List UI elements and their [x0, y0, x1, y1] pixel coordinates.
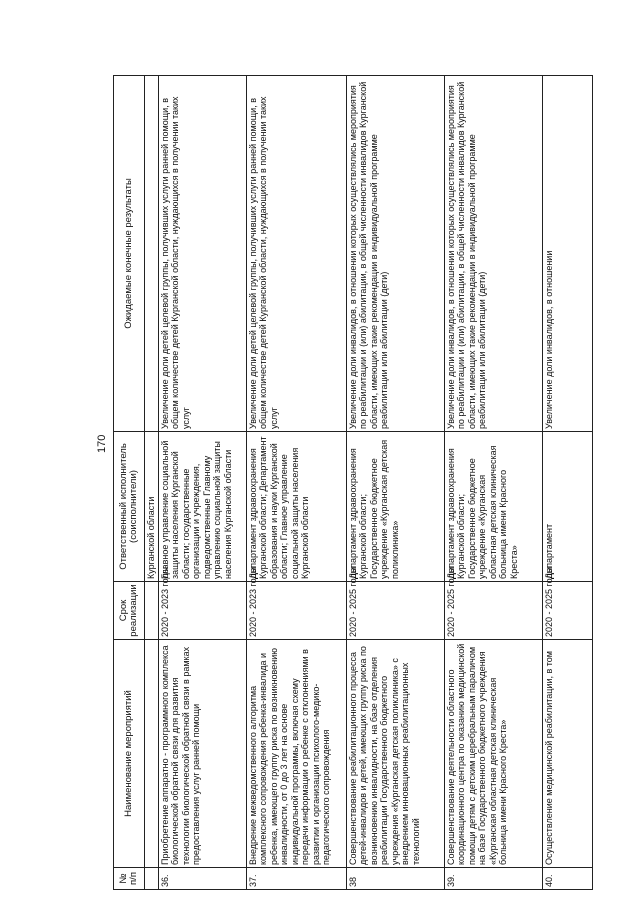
document-sheet [113, 75, 593, 890]
row-activity: Внедрение межведомственного алгоритма комплексного сопровождения ребенка-инвалида и ребенка, имеющего группу риска по возникновению инвалидности, от 0 до 3 лет на основе индивидуальной программы, включая схему передачи информации о ребенке с отклонениями в развитии и организации психолого-медико-педагогического сопровождения [246, 640, 346, 868]
page-number: 170 [96, 434, 108, 453]
row-responsible: Департамент здравоохранения Курганской области; Департамент образования и науки Курганской области; Главное управление социальной защиты населения Курганской области [246, 432, 346, 582]
table-row [444, 76, 542, 890]
header-term: Срок реализации [114, 582, 145, 640]
row-term: 2020 - 2023 годы [158, 582, 246, 640]
row-responsible: Департамент [542, 432, 593, 582]
table-continuation-row [145, 76, 159, 890]
row-activity: Осуществление медицинской реабилитации, в том [542, 640, 593, 868]
row-activity: Совершенствование деятельности областного координационного центра по оказанию медицинской помощи детям с детским церебральным параличом на базе Государственного бюджетного учреждения «Курганская областная детская клиническая больница имени Красного Креста» [444, 640, 542, 868]
row-number: 36. [158, 868, 246, 890]
table-row [542, 76, 593, 890]
row-result: Увеличение доли инвалидов, в отношении которых осуществлялись мероприятия по реабилитации и (или) абилитации, в общей численности инвалидов Курганской области, имеющих такие рекомендации в индивидуальной программе реабилитации или абилитации (дети) [444, 76, 542, 432]
row-number: 37. [246, 868, 346, 890]
row-number: 40. [542, 868, 593, 890]
header-activity: Наименование мероприятий [114, 640, 145, 868]
row-result: Увеличение доли инвалидов, в отношении [542, 76, 593, 432]
row-term: 2020 - 2023 годы [246, 582, 346, 640]
row-term: 2020 - 2025 годы [346, 582, 444, 640]
activities-table [113, 75, 593, 890]
table-row [346, 76, 444, 890]
row-number: 39. [444, 868, 542, 890]
row-activity: Приобретение аппаратно - программного комплекса биологической обратной связи для развития технологии биологической обратной связи в рамках предоставления услуг ранней помощи [158, 640, 246, 868]
header-result: Ожидаемые конечные результаты [114, 76, 145, 432]
header-responsible: Ответственный исполнитель (соисполнители) [114, 432, 145, 582]
row-term: 2020 - 2025 годы [542, 582, 593, 640]
row-activity: Совершенствование реабилитационного процесса детей-инвалидов и детей, имеющих группу риска по возникновению инвалидности, на базе отделения реабилитации Государственного бюджетного учреждения «Курганская детская поликлиника» с внедрением инновационных реабилитационных технологий [346, 640, 444, 868]
table-header-row [114, 76, 145, 890]
row-responsible: Департамент здравоохранения Курганской области; Государственное бюджетное учреждение «Курганская детская поликлиника» [346, 432, 444, 582]
row-result: Увеличение доли детей целевой группы, получивших услуги ранней помощи, в общем количестве детей Курганской области, нуждающихся в получении таких услуг [246, 76, 346, 432]
table-row [246, 76, 346, 890]
row-term: 2020 - 2025 годы [444, 582, 542, 640]
continuation-responsible: Курганской области [145, 432, 159, 582]
row-result: Увеличение доли детей целевой группы, получивших услуги ранней помощи, в общем количестве детей Курганской области, нуждающихся в получении таких услуг [158, 76, 246, 432]
header-number: № п/п [114, 868, 145, 890]
row-responsible: Департамент здравоохранения Курганской области; Государственное бюджетное учреждение «Курганская областная детская клиническая больница имени Красного Креста» [444, 432, 542, 582]
row-responsible: Главное управление социальной защиты населения Курганской области; государственные организации и учреждения, подведомственные Главному управлению социальной защиты населения Курганской области [158, 432, 246, 582]
row-result: Увеличение доли инвалидов, в отношении которых осуществлялись мероприятия по реабилитации и (или) абилитации, в общей численности инвалидов Курганской области, имеющих такие рекомендации в индивидуальной программе реабилитации или абилитации (дети) [346, 76, 444, 432]
row-number: 38 [346, 868, 444, 890]
table-row [158, 76, 246, 890]
